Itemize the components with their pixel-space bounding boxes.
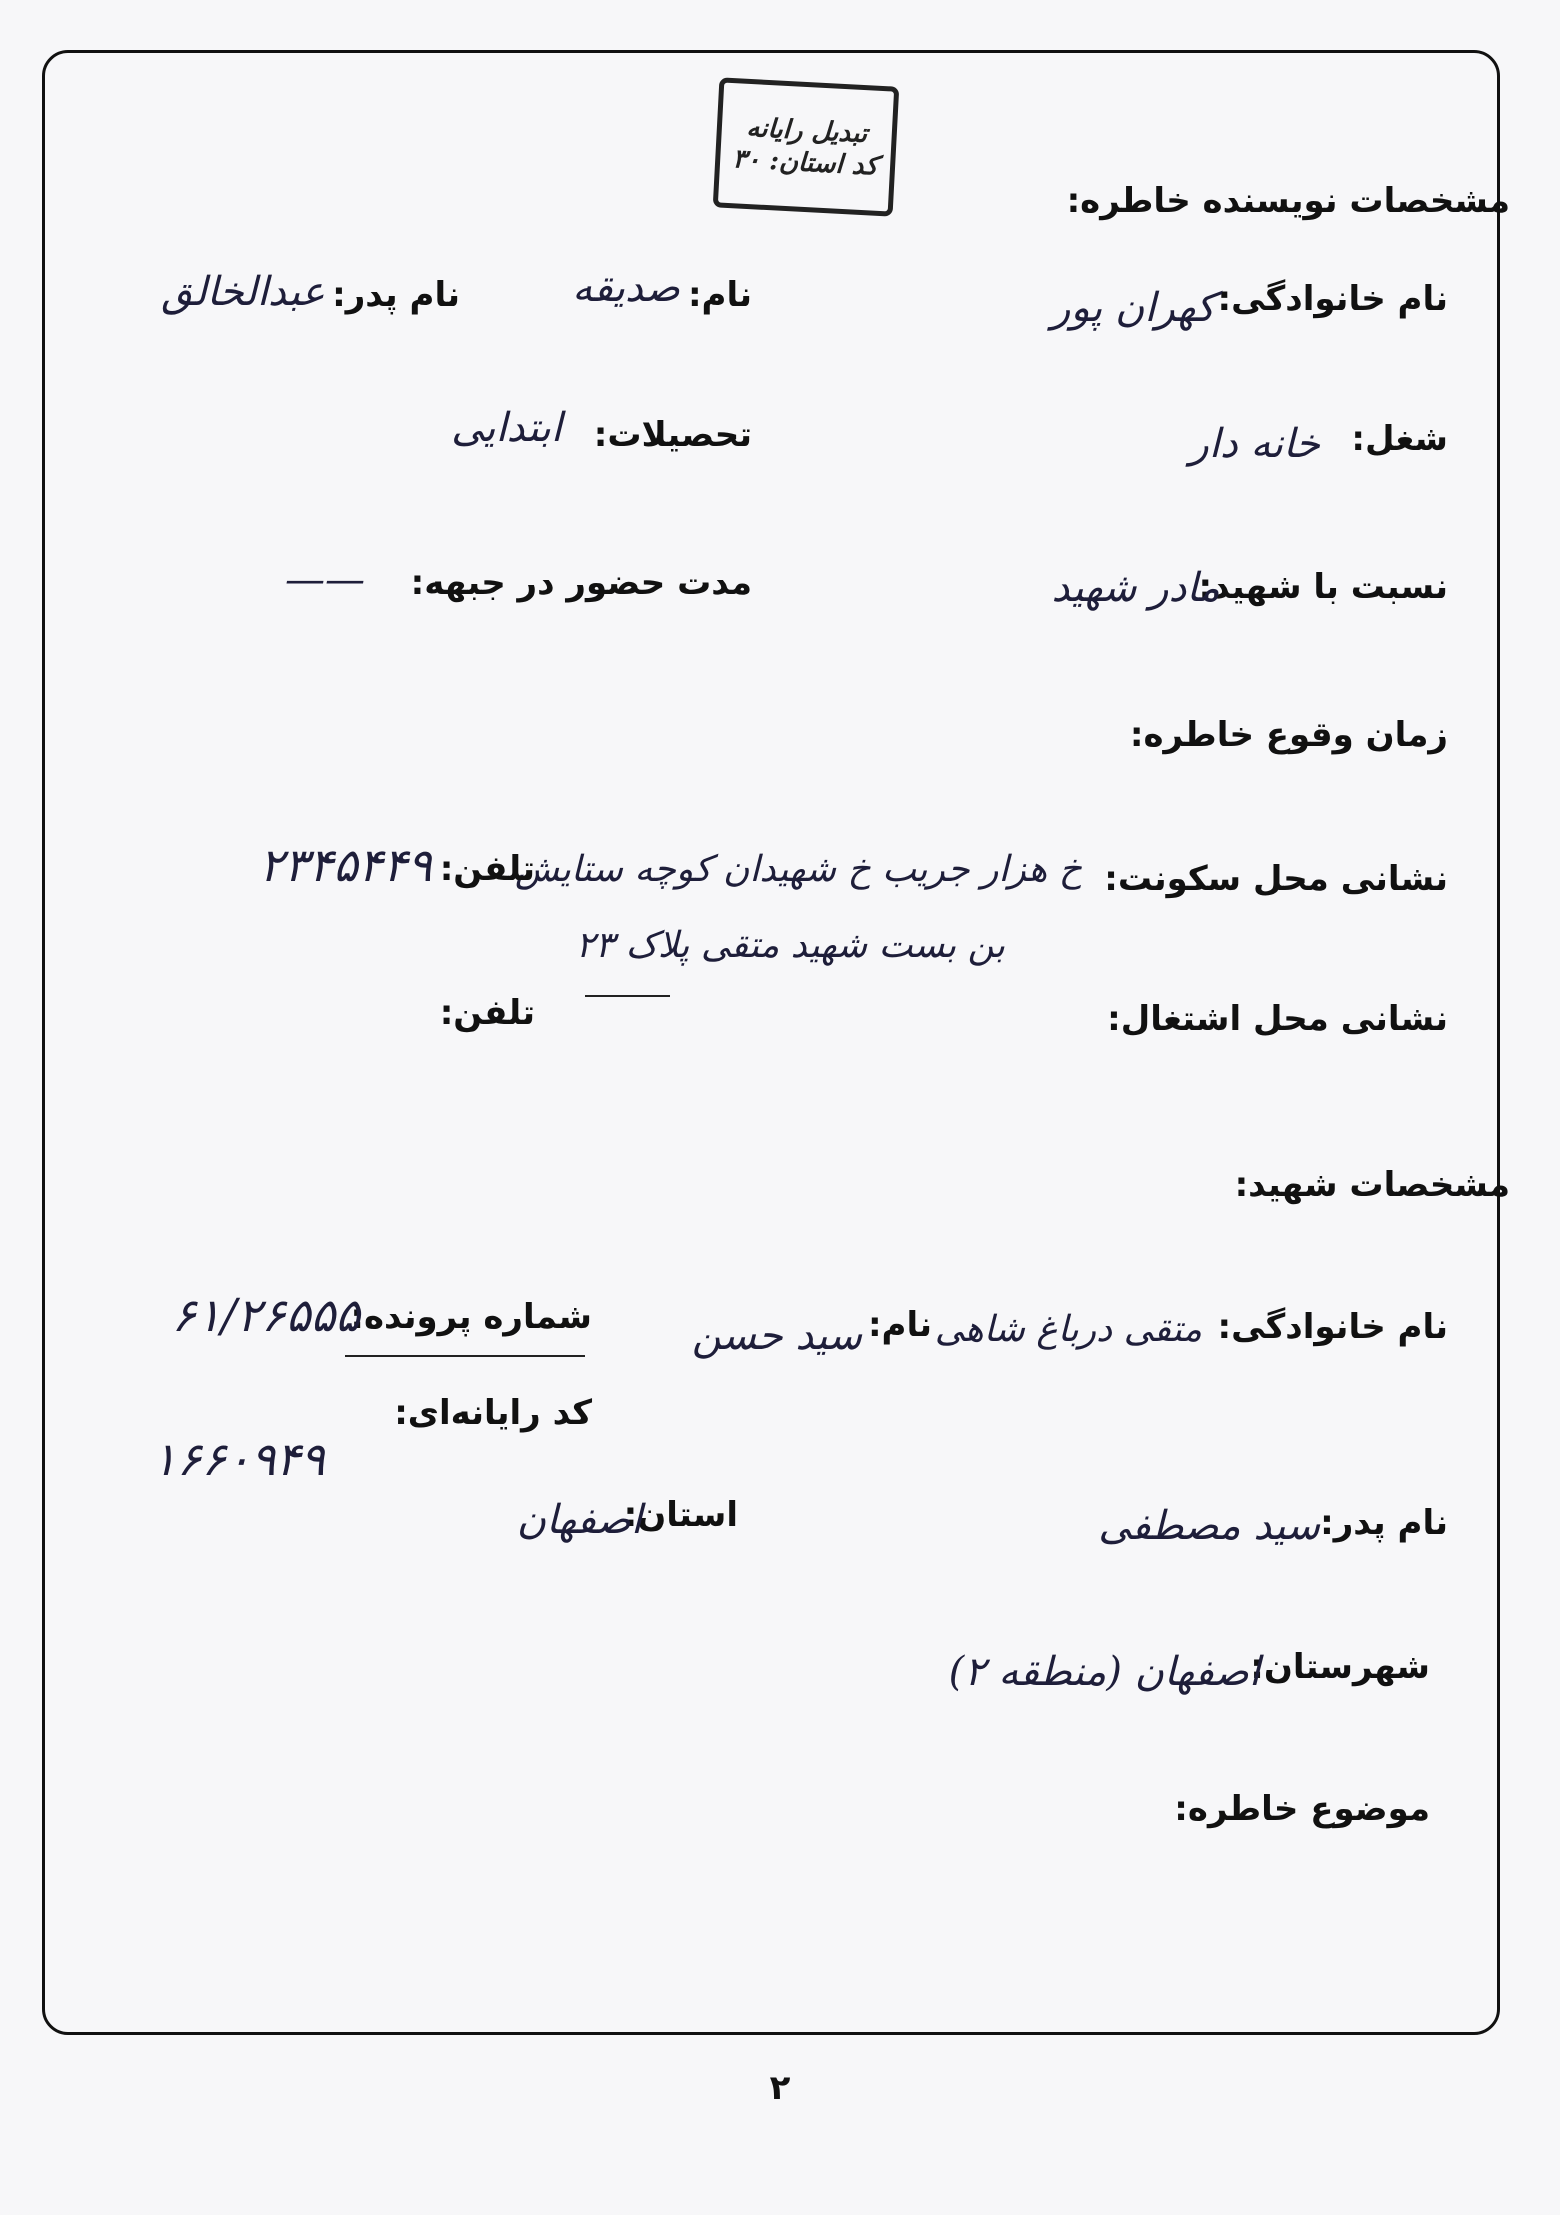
martyr-heading: مشخصات شهید:: [1234, 1165, 1510, 1205]
martyr-province-value: اصفهان: [516, 1497, 642, 1543]
writer-front-label: مدت حضور در جبهه:: [410, 563, 752, 603]
martyr-father-value: سید مصطفی: [1098, 1503, 1320, 1549]
writer-education-value: ابتدایی: [451, 405, 562, 451]
writer-education-label: تحصیلات:: [593, 415, 752, 455]
writer-relation-label: نسبت با شهید:: [1198, 567, 1448, 607]
martyr-file-value: ۶۱/۲۶۵۵۵: [171, 1288, 360, 1342]
writer-time-label: زمان وقوع خاطره:: [1129, 715, 1448, 755]
martyr-father-label: نام پدر:: [1320, 1503, 1448, 1543]
writer-job-value: خانه دار: [1189, 421, 1320, 467]
martyr-province-label: استان:: [623, 1495, 738, 1535]
stamp-line-1: تبدیل رایانه: [745, 112, 868, 149]
writer-heading: مشخصات نویسنده خاطره:: [1066, 181, 1510, 221]
building-number-underline: [585, 995, 670, 997]
martyr-family-label: نام خانوادگی:: [1217, 1307, 1448, 1347]
martyr-code-value: ۱۶۶۰۹۴۹: [152, 1432, 325, 1486]
martyr-name-value: سید حسن: [691, 1313, 862, 1359]
writer-home-line-1: خ هزار جریب خ شهیدان کوچه ستایش: [514, 849, 1082, 890]
writer-home-phone-label: تلفن:: [439, 849, 535, 889]
stamp-line-2: کد استان: ۳۰: [731, 144, 879, 182]
writer-name-label: نام:: [687, 275, 752, 315]
form-border: [42, 50, 1500, 2035]
martyr-file-label: شماره پرونده:: [350, 1297, 592, 1337]
martyr-name-label: نام:: [867, 1305, 932, 1345]
martyr-topic-label: موضوع خاطره:: [1174, 1789, 1430, 1829]
writer-home-label: نشانی محل سکونت:: [1104, 859, 1448, 899]
archive-stamp: [713, 77, 900, 216]
writer-father-label: نام پدر:: [332, 275, 460, 315]
writer-father-value: عبدالخالق: [161, 269, 325, 315]
writer-family-label: نام خانوادگی:: [1217, 279, 1448, 319]
martyr-code-label: کد رایانه‌ای:: [394, 1393, 592, 1433]
writer-name-value: صدیقه: [572, 265, 680, 311]
writer-job-label: شغل:: [1351, 419, 1448, 459]
writer-family-value: کهران پور: [1051, 285, 1215, 331]
writer-work-phone-label: تلفن:: [439, 993, 535, 1033]
writer-front-value: ——: [285, 557, 365, 603]
writer-home-line-2: بن بست شهید متقی پلاک ۲۳: [575, 925, 1005, 966]
writer-home-phone-value: ۲۳۴۵۴۴۹: [259, 838, 432, 892]
martyr-city-value: اصفهان (منطقه ۲): [948, 1649, 1260, 1695]
writer-relation-value: مادر شهید: [1051, 565, 1220, 611]
writer-work-label: نشانی محل اشتغال:: [1107, 999, 1448, 1039]
martyr-city-label: شهرستان:: [1250, 1647, 1430, 1687]
file-number-underline: [345, 1355, 585, 1357]
page-number: ۲: [769, 2068, 791, 2108]
martyr-family-value: متقی درباغ شاهی: [934, 1309, 1202, 1350]
